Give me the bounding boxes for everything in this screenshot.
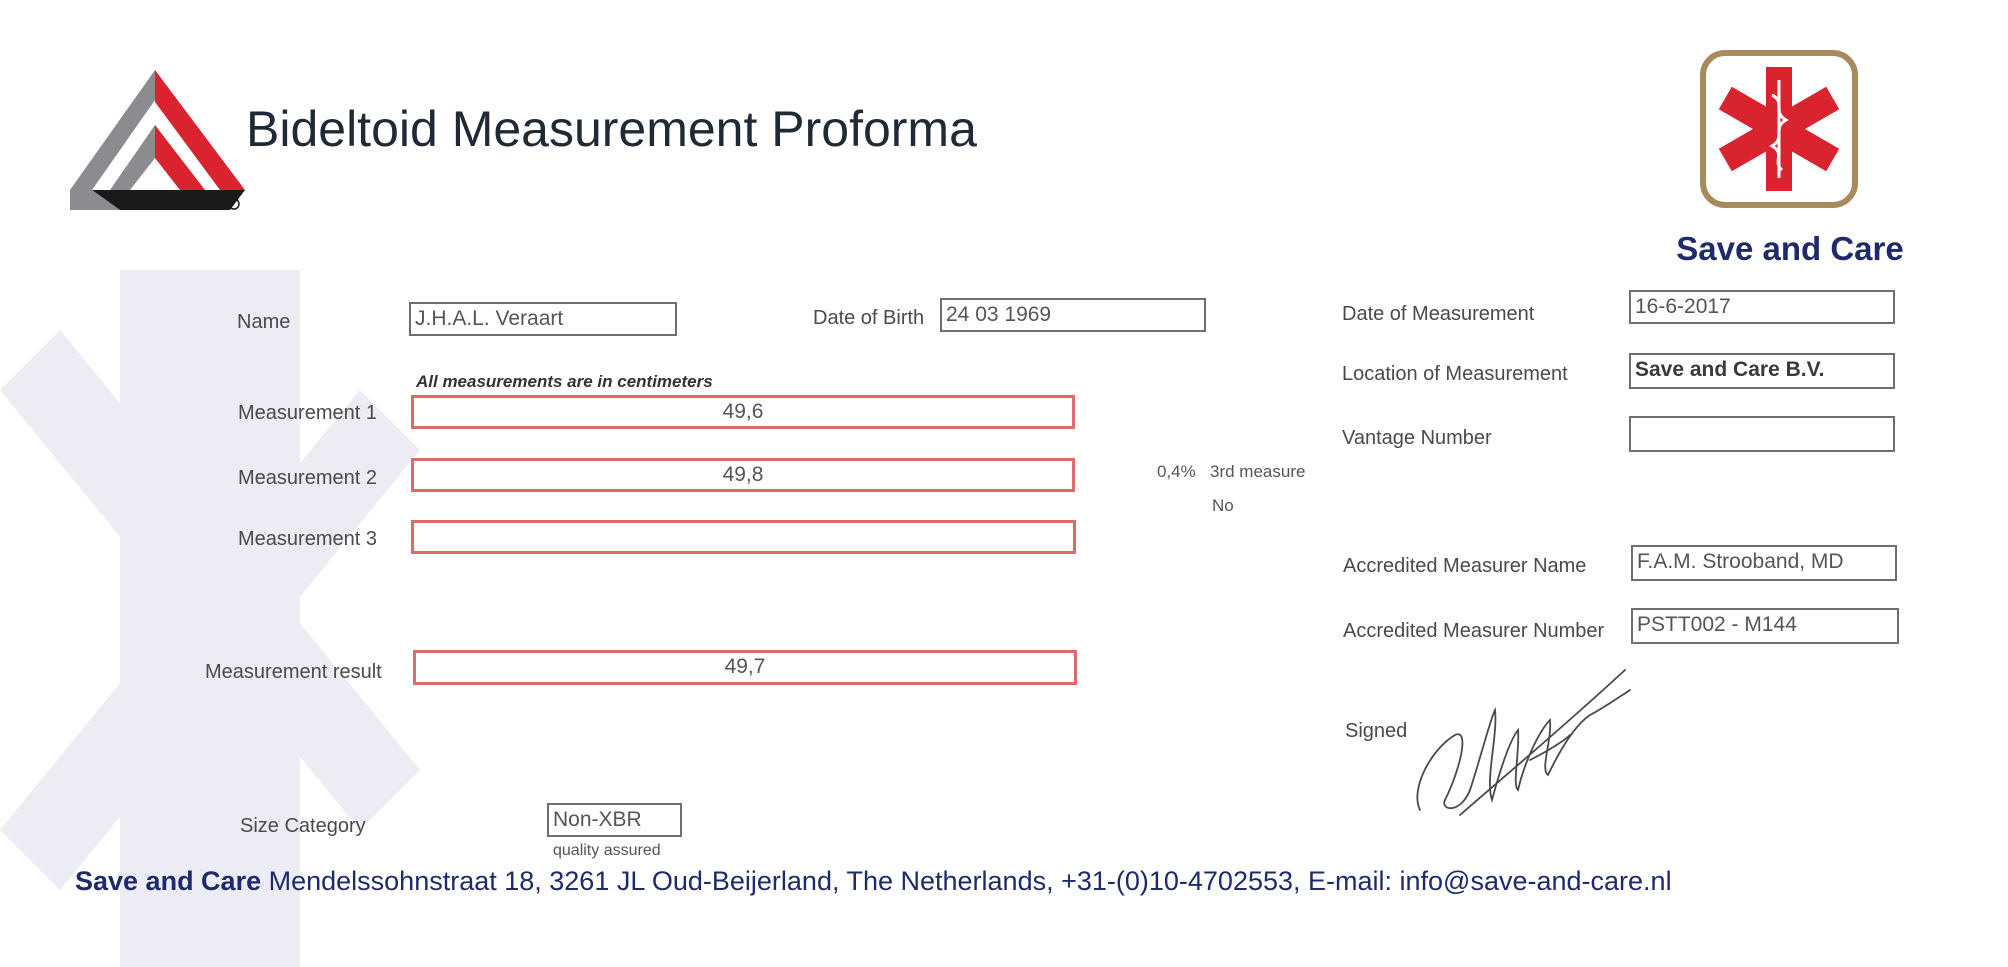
- measurer-name-label: Accredited Measurer Name: [1343, 555, 1587, 577]
- third-measure-value: No: [1212, 496, 1234, 515]
- signature-icon: [1400, 640, 1640, 830]
- third-measure-label: 3rd measure: [1210, 462, 1306, 481]
- measurement-3-field[interactable]: [411, 520, 1076, 554]
- size-category-field[interactable]: Non-XBR: [547, 803, 682, 837]
- footer-address-text: Mendelssohnstraat 18, 3261 JL Oud-Beijerland, The Netherlands, +31-(0)10-4702553, E-mail: info@save-and-care.nl: [261, 866, 1672, 896]
- watermark-star-icon: [0, 270, 460, 967]
- difference-percent: 0,4%: [1157, 462, 1196, 481]
- name-label: Name: [237, 311, 291, 333]
- footer-brand: Save and Care: [75, 866, 262, 896]
- measurement-1-label: Measurement 1: [238, 402, 377, 424]
- measurement-result-field[interactable]: 49,7: [413, 650, 1077, 685]
- measurement-2-field[interactable]: 49,8: [411, 458, 1075, 492]
- triangle-logo-icon: [70, 70, 245, 215]
- dob-label: Date of Birth: [813, 307, 925, 329]
- star-of-life-icon: [1700, 50, 1858, 208]
- signed-label: Signed: [1345, 720, 1408, 742]
- brand-name: Save and Care: [1676, 230, 1904, 267]
- name-field[interactable]: J.H.A.L. Veraart: [409, 302, 677, 336]
- date-of-measurement-label: Date of Measurement: [1342, 303, 1535, 325]
- measurer-number-label: Accredited Measurer Number: [1343, 620, 1605, 642]
- dob-field[interactable]: 24 03 1969: [940, 298, 1206, 332]
- location-label: Location of Measurement: [1342, 363, 1568, 385]
- page-title: Bideltoid Measurement Proforma: [246, 101, 977, 157]
- size-category-label: Size Category: [240, 815, 366, 837]
- location-field[interactable]: Save and Care B.V.: [1629, 353, 1895, 389]
- vantage-number-field[interactable]: [1629, 416, 1895, 452]
- footer-address: [75, 866, 1672, 897]
- measurer-number-field[interactable]: PSTT002 - M144: [1631, 608, 1899, 644]
- units-note: All measurements are in centimeters: [416, 372, 713, 391]
- quality-assured-note: quality assured: [553, 842, 661, 859]
- measurement-1-field[interactable]: 49,6: [411, 395, 1075, 429]
- measurement-result-label: Measurement result: [205, 661, 382, 683]
- vantage-number-label: Vantage Number: [1342, 427, 1492, 449]
- measurement-2-label: Measurement 2: [238, 467, 377, 489]
- date-of-measurement-field[interactable]: 16-6-2017: [1629, 290, 1895, 324]
- measurement-3-label: Measurement 3: [238, 528, 377, 550]
- measurer-name-field[interactable]: F.A.M. Strooband, MD: [1631, 545, 1897, 581]
